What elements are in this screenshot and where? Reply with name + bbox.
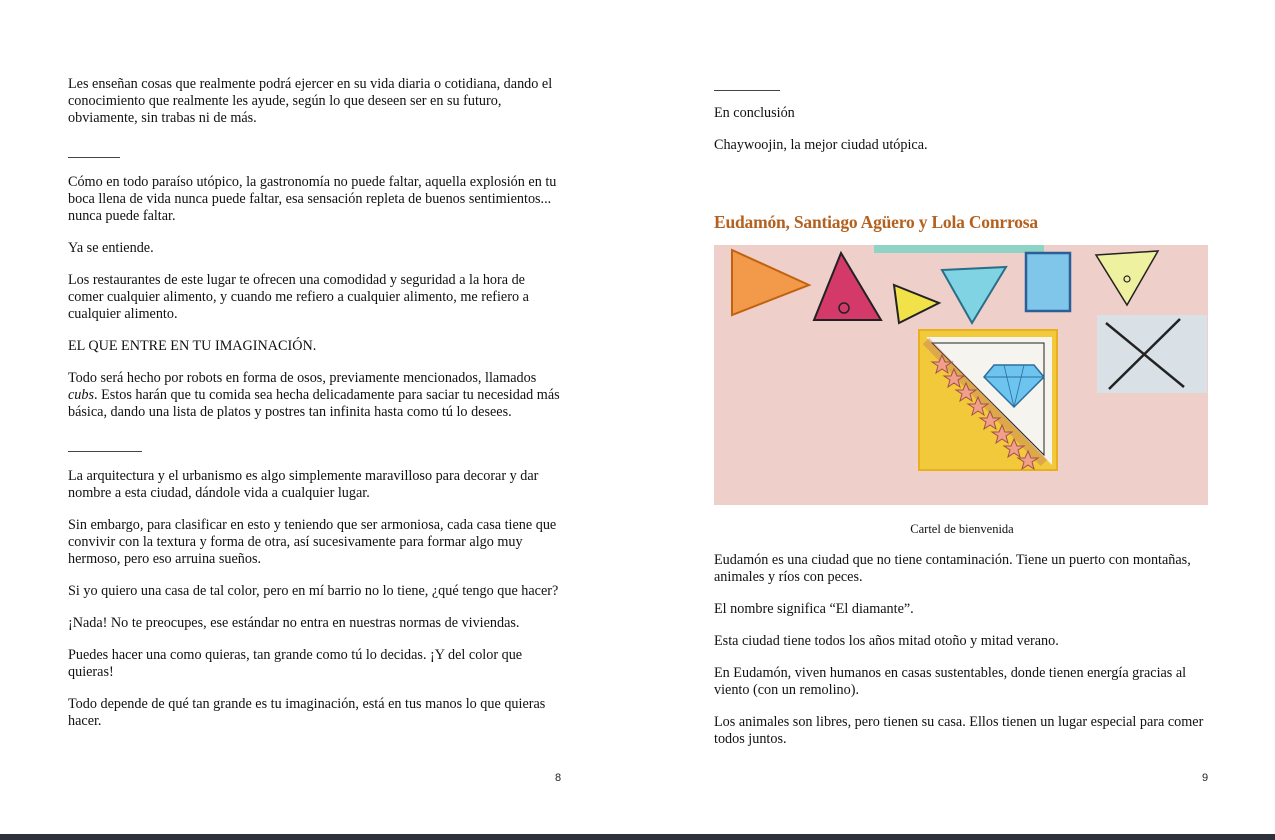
section-divider	[68, 157, 120, 158]
italic-term: cubs	[68, 387, 95, 403]
paragraph: Puedes hacer una como quieras, tan grande como tú lo decidas. ¡Y del color que quieras!	[68, 647, 523, 680]
taskbar	[0, 834, 1275, 840]
paragraph: La arquitectura y el urbanismo es algo simplemente maravilloso para decorar y dar nombre a esta ciudad, dándole vida a cualquier lugar.	[68, 468, 539, 501]
paragraph: Si yo quiero una casa de tal color, pero en mí barrio no lo tiene, ¿qué tengo que hacer?	[68, 583, 559, 599]
paragraph: Esta ciudad tiene todos los años mitad otoño y mitad verano.	[714, 633, 1059, 649]
section-heading: Eudamón, Santiago Agüero y Lola Conrrosa	[714, 212, 1038, 232]
top-strip	[874, 245, 1044, 253]
paragraph: Cómo en todo paraíso utópico, la gastronomía no puede faltar, aquella explosión en tu boca llena de vida nunca puede faltar, esa sensación repleta de buenos sentimientos... nunca puede faltar.	[68, 174, 557, 224]
x-card	[1097, 315, 1207, 393]
paragraph: Ya se entiende.	[68, 240, 154, 256]
paragraph: EL QUE ENTRE EN TU IMAGINACIÓN.	[68, 338, 317, 354]
paragraph: Eudamón es una ciudad que no tiene contaminación. Tiene un puerto con montañas, animales y ríos con peces.	[714, 552, 1191, 585]
text-column	[714, 76, 1210, 763]
section-divider	[68, 451, 142, 452]
page-number: 8	[555, 772, 562, 784]
page-number: 9	[1202, 772, 1209, 784]
paragraph: En Eudamón, viven humanos en casas sustentables, donde tienen energía gracias al viento (con un remolino).	[714, 665, 1187, 698]
paragraph: Los animales son libres, pero tienen su casa. Ellos tienen un lugar especial para comer todos juntos.	[714, 714, 1204, 747]
text-run: Todo será hecho por robots en forma de osos, previamente mencionados, llamados	[68, 370, 537, 386]
text-column	[68, 76, 563, 745]
text-run: . Estos harán que tu comida sea hecha delicadamente para saciar tu necesidad más básica, dando una lista de platos y postres tan infinita hasta como tú lo desees.	[68, 387, 560, 420]
welcome-poster-photo	[714, 245, 1208, 505]
paragraph: Chaywoojin, la mejor ciudad utópica.	[714, 137, 928, 153]
paragraph: ¡Nada! No te preocupes, ese estándar no entra en nuestras normas de viviendas.	[68, 615, 520, 631]
image-caption: Cartel de bienvenida	[910, 522, 1014, 536]
paragraph: Sin embargo, para clasificar en esto y teniendo que ser armoniosa, cada casa tiene que convivir con la textura y forma de otra, así sucesivamente para formar algo muy hermoso, pero eso arruina sueños.	[68, 517, 557, 567]
section-divider	[714, 90, 780, 91]
paragraph: Los restaurantes de este lugar te ofrecen una comodidad y seguridad a la hora de comer cualquier alimento, y cuando me refiero a cualquier alimento, me refiero a cualquier alimento.	[68, 272, 529, 322]
blue-square	[1026, 253, 1070, 311]
paragraph: Todo depende de qué tan grande es tu imaginación, está en tus manos lo que quieras hacer.	[68, 696, 546, 729]
paragraph: En conclusión	[714, 105, 795, 121]
poster-illustration	[714, 245, 1208, 505]
page-8	[0, 0, 637, 790]
paragraph-robots	[68, 370, 563, 421]
paragraph: Les enseñan cosas que realmente podrá ejercer en su vida diaria o cotidiana, dando el conocimiento que realmente les ayude, según lo que deseen ser en su futuro, obviamente, sin trabas ni de más.	[68, 76, 553, 126]
page-9	[638, 0, 1275, 790]
paragraph: El nombre significa “El diamante”.	[714, 601, 914, 617]
